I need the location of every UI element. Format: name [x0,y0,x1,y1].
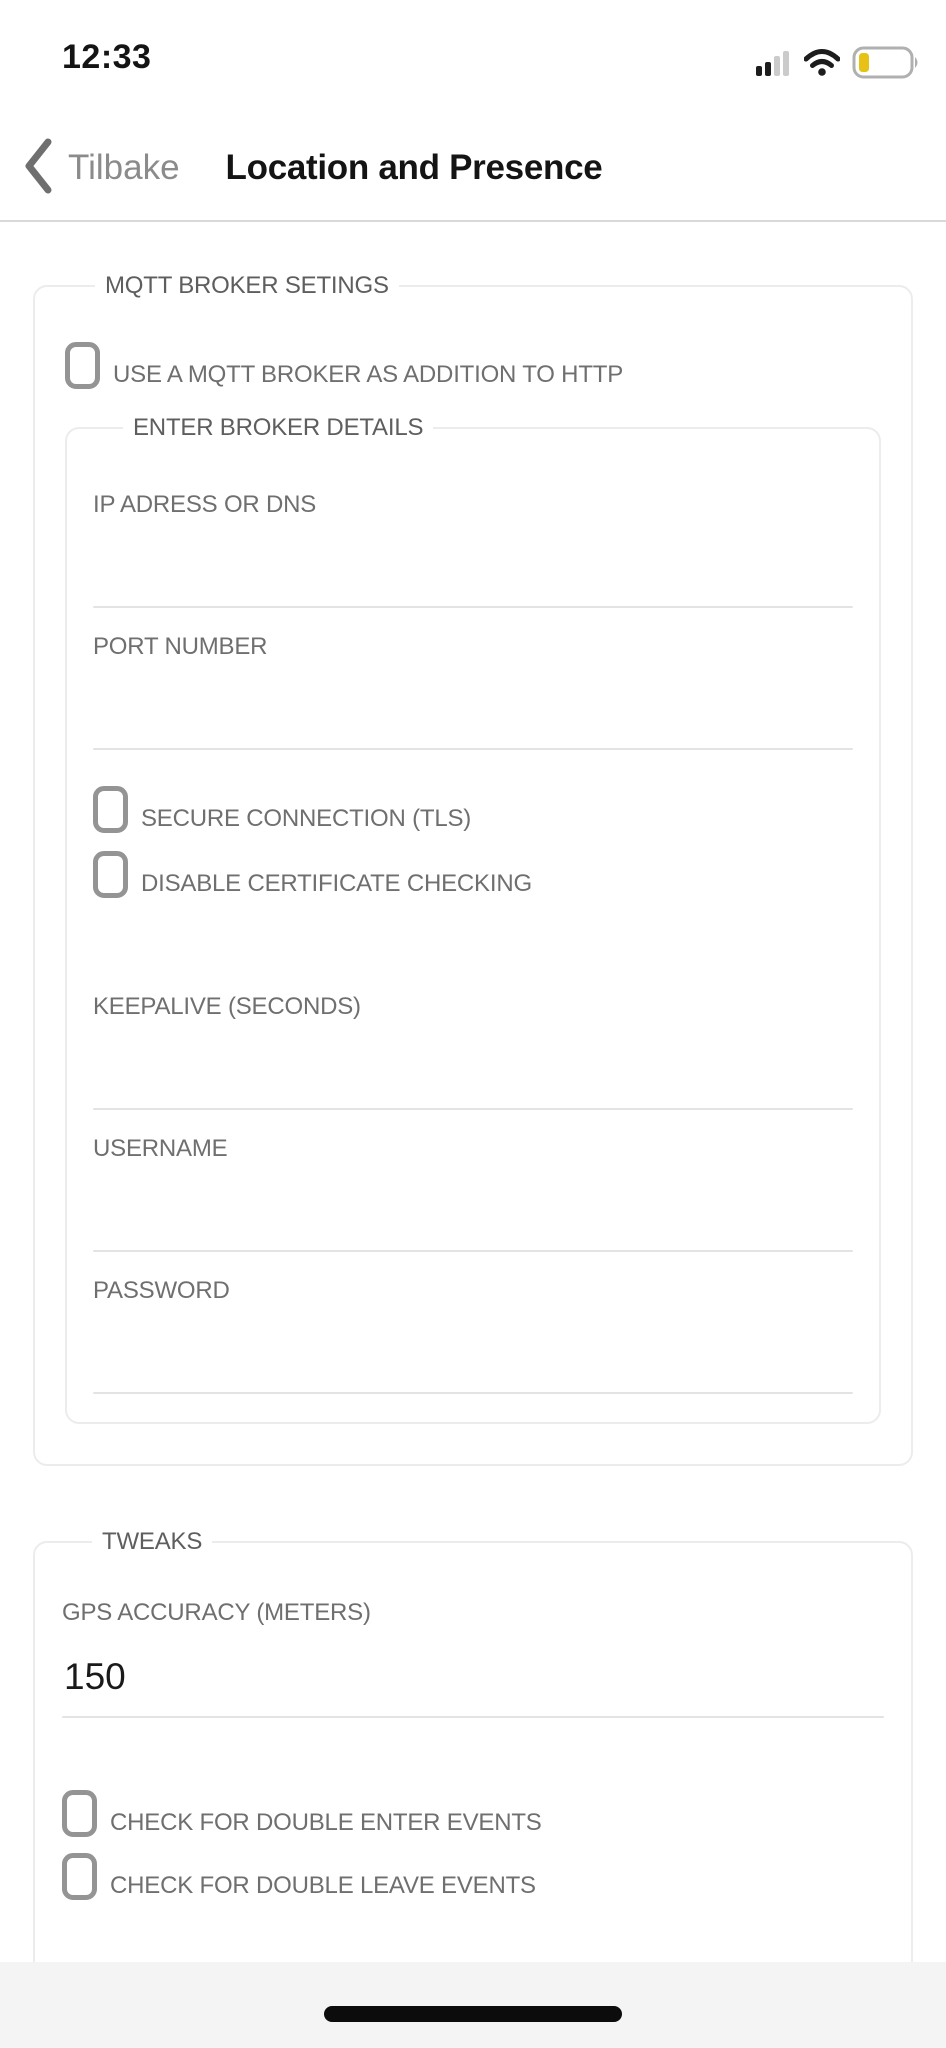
broker-details-legend: ENTER BROKER DETAILS [133,414,424,441]
ip-address-field-group [93,490,853,608]
double-enter-checkbox-row[interactable] [62,1790,884,1837]
ip-address-input[interactable] [93,520,853,606]
use-mqtt-broker-checkbox-row[interactable] [65,342,881,389]
chevron-left-icon [22,137,54,200]
tls-checkbox[interactable] [93,786,128,833]
disable-cert-checkbox-row[interactable] [93,851,853,898]
home-indicator[interactable] [324,2006,622,2022]
tweaks-legend: TWEAKS [102,1528,203,1555]
broker-details-section [65,414,881,1424]
gps-accuracy-field-group [62,1598,884,1718]
port-field-group [93,632,853,750]
wifi-icon [804,49,840,81]
mqtt-broker-settings-section [33,272,913,1466]
password-label: PASSWORD [93,1277,230,1304]
double-enter-checkbox[interactable] [62,1790,97,1837]
nav-bar [0,90,946,222]
keepalive-input[interactable] [93,1022,853,1108]
keepalive-underline [93,1108,853,1110]
password-field-group [93,1276,853,1394]
port-label: PORT NUMBER [93,633,268,660]
password-underline [93,1392,853,1394]
ip-address-underline [93,606,853,608]
gps-accuracy-underline [62,1716,884,1718]
gps-accuracy-input[interactable] [62,1628,884,1716]
tweaks-section [33,1528,913,1998]
back-button-label: Tilbake [68,148,180,187]
status-icons [756,46,920,84]
tls-label: SECURE CONNECTION (TLS) [141,805,472,832]
username-input[interactable] [93,1164,853,1250]
username-underline [93,1250,853,1252]
use-mqtt-broker-label: USE A MQTT BROKER AS ADDITION TO HTTP [113,361,624,388]
tls-checkbox-row[interactable] [93,786,853,833]
double-leave-checkbox-row[interactable] [62,1853,884,1900]
gps-accuracy-label: GPS ACCURACY (METERS) [62,1599,371,1626]
use-mqtt-broker-checkbox[interactable] [65,342,100,389]
keepalive-field-group [93,992,853,1110]
cellular-signal-icon [756,50,792,81]
disable-cert-label: DISABLE CERTIFICATE CHECKING [141,870,532,897]
username-label: USERNAME [93,1135,228,1162]
clock: 12:33 [62,38,152,76]
settings-content [0,222,946,1998]
system-bottom-bar [0,1962,946,2048]
mqtt-broker-settings-legend: MQTT BROKER SETINGS [105,272,389,299]
battery-icon [852,46,920,84]
status-bar [0,0,946,90]
port-underline [93,748,853,750]
username-field-group [93,1134,853,1252]
double-enter-label: CHECK FOR DOUBLE ENTER EVENTS [110,1809,542,1836]
page-title: Location and Presence [225,148,603,187]
double-leave-checkbox[interactable] [62,1853,97,1900]
keepalive-label: KEEPALIVE (SECONDS) [93,993,361,1020]
double-leave-label: CHECK FOR DOUBLE LEAVE EVENTS [110,1872,536,1899]
disable-cert-checkbox[interactable] [93,851,128,898]
port-input[interactable] [93,662,853,748]
ip-address-label: IP ADRESS OR DNS [93,491,317,518]
back-button[interactable] [22,137,180,200]
password-input[interactable] [93,1306,853,1392]
